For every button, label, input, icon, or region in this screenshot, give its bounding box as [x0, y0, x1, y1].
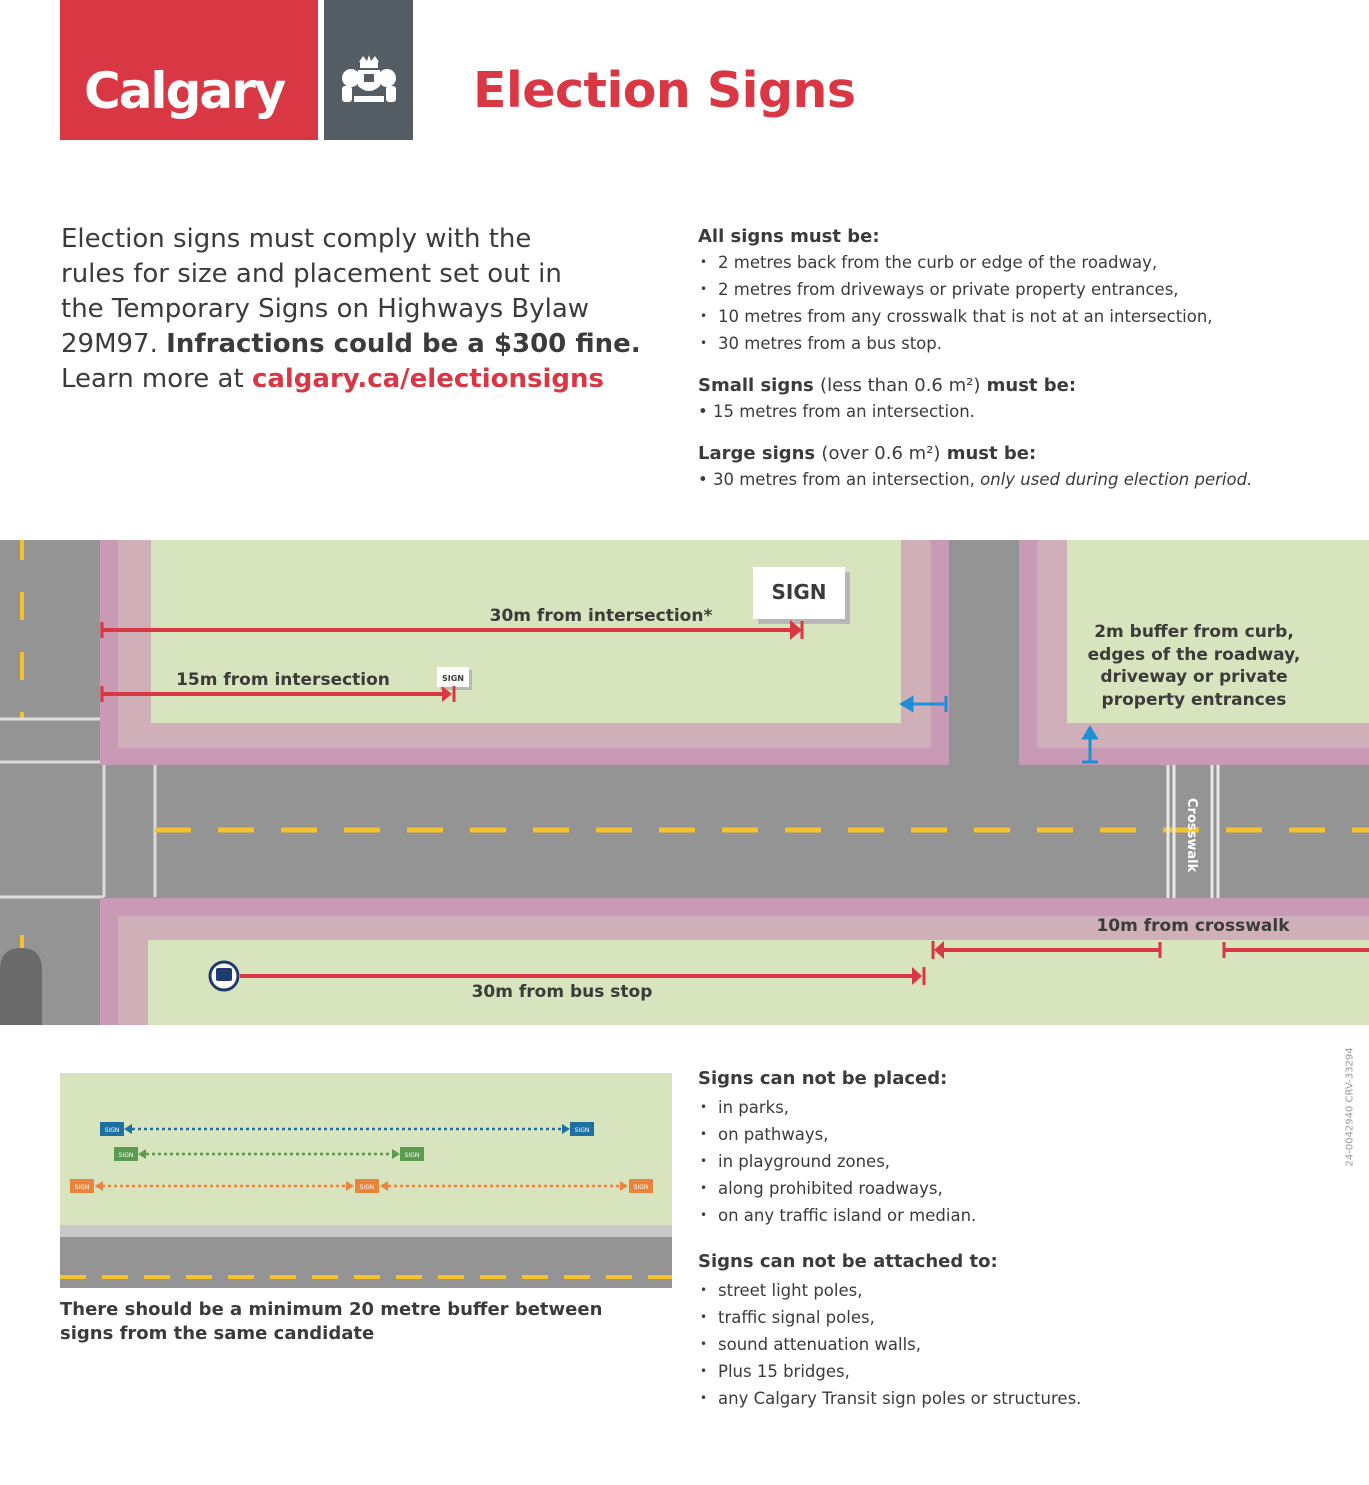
sign-label: SIGN — [574, 1127, 590, 1134]
buffer-label-line: edges of the roadway, — [1087, 645, 1301, 665]
election-signs-link[interactable]: calgary.ca/electionsigns — [251, 364, 604, 394]
large-signs-heading — [698, 443, 1338, 464]
heading-part: Signs can — [698, 1251, 802, 1272]
car-icon — [0, 948, 42, 1025]
logo-wordmark: Calgary — [84, 62, 285, 120]
intro-line: Election signs must comply with the — [61, 224, 532, 254]
list-item: • any Calgary Transit sign poles or structures. — [698, 1385, 1338, 1412]
small-signs-rules — [698, 375, 1338, 425]
heading-part: must be: — [940, 443, 1037, 464]
list-item — [698, 466, 1338, 493]
sign-label: SIGN — [404, 1152, 420, 1159]
cannot-placed-heading — [698, 1068, 1338, 1089]
item-part: only used during election period. — [980, 470, 1253, 489]
label-30m-bus: 30m from bus stop — [471, 982, 653, 1002]
list-item: • on pathways, — [698, 1121, 1338, 1148]
heading-part: Small signs — [698, 375, 821, 396]
sign-label: SIGN — [74, 1184, 90, 1191]
buffer-caption — [60, 1298, 680, 1346]
cannot-be-placed-rules — [698, 1068, 1338, 1229]
all-signs-rules — [698, 226, 1338, 357]
grass-bottom — [148, 940, 1369, 1025]
crosswalk-label: Crosswalk — [1184, 798, 1199, 873]
bus-glyph — [216, 968, 232, 981]
heading-part: (over 0.6 m²) — [821, 443, 941, 464]
list-item: • 15 metres from an intersection. — [698, 402, 975, 421]
all-signs-heading: All signs must be: — [698, 226, 880, 247]
city-crest-icon — [324, 0, 413, 140]
list-item: • sound attenuation walls, — [698, 1331, 1338, 1358]
item-part: • 30 metres from an intersection, — [698, 470, 981, 489]
street-placement-diagram — [0, 540, 1369, 1025]
heading-part: (less than 0.6 m²) — [820, 375, 981, 396]
buffer-label-line: property entrances — [1101, 690, 1287, 710]
heading-part: must be: — [980, 375, 1077, 396]
small-signs-heading — [698, 375, 1338, 396]
list-item: • along prohibited roadways, — [698, 1175, 1338, 1202]
heading-part: not — [801, 1251, 836, 1272]
heading-part: not — [801, 1068, 836, 1089]
learn-more-text: Learn more at — [61, 364, 252, 394]
intro-paragraph — [61, 222, 681, 397]
curb-strip — [60, 1225, 672, 1237]
document-code-text: 24-0042940 CRV-33294 — [1344, 1047, 1356, 1167]
list-item: • 2 metres from driveways or private property entrances, — [698, 276, 1338, 303]
small-sign-label: SIGN — [442, 674, 464, 683]
sign-label: SIGN — [633, 1184, 649, 1191]
label-10m-crosswalk: 10m from crosswalk — [1096, 916, 1290, 936]
sign-label: SIGN — [104, 1127, 120, 1134]
large-signs-rules — [698, 443, 1338, 493]
grass-strip — [60, 1073, 672, 1225]
bylaw-number: 29M97. — [61, 329, 167, 359]
heading-part: be attached to: — [835, 1251, 998, 1272]
list-item: • in playground zones, — [698, 1148, 1338, 1175]
document-code — [1340, 1047, 1356, 1168]
intro-line: rules for size and placement set out in — [61, 259, 562, 289]
list-item: • 30 metres from a bus stop. — [698, 330, 1338, 357]
heading-part: be placed: — [835, 1068, 948, 1089]
heading-part: Signs can — [698, 1068, 802, 1089]
label-30m-intersection: 30m from intersection* — [489, 606, 713, 626]
label-15m-intersection: 15m from intersection — [176, 670, 390, 690]
list-item: • 10 metres from any crosswalk that is not at an intersection, — [698, 303, 1338, 330]
fine-warning: Infractions could be a $300 fine. — [166, 329, 641, 359]
page-title: Election Signs — [473, 62, 856, 119]
list-item: • 2 metres back from the curb or edge of the roadway, — [698, 249, 1338, 276]
calgary-logo — [60, 0, 318, 140]
sign-buffer-diagram — [60, 1073, 672, 1288]
list-item: • in parks, — [698, 1094, 1338, 1121]
list-item: • Plus 15 bridges, — [698, 1358, 1338, 1385]
list-item: • street light poles, — [698, 1277, 1338, 1304]
caption-line: signs from the same candidate — [60, 1323, 375, 1344]
sign-label: SIGN — [118, 1152, 134, 1159]
intro-line: the Temporary Signs on Highways Bylaw — [61, 294, 590, 324]
list-item: • traffic signal poles, — [698, 1304, 1338, 1331]
cannot-attached-heading — [698, 1251, 1338, 1272]
intro-line — [61, 327, 681, 362]
list-item: • on any traffic island or median. — [698, 1202, 1338, 1229]
buffer-label-line: driveway or private — [1100, 667, 1288, 687]
caption-line: There should be a minimum 20 metre buffer between — [60, 1299, 603, 1320]
buffer-label-line: 2m buffer from curb, — [1094, 622, 1294, 642]
sign-label: SIGN — [359, 1184, 375, 1191]
driveway — [949, 540, 1019, 765]
intro-line — [61, 362, 681, 397]
road-strip — [60, 1237, 672, 1288]
cannot-be-attached-rules — [698, 1251, 1338, 1412]
large-sign-label: SIGN — [771, 580, 827, 604]
heading-part: Large signs — [698, 443, 822, 464]
